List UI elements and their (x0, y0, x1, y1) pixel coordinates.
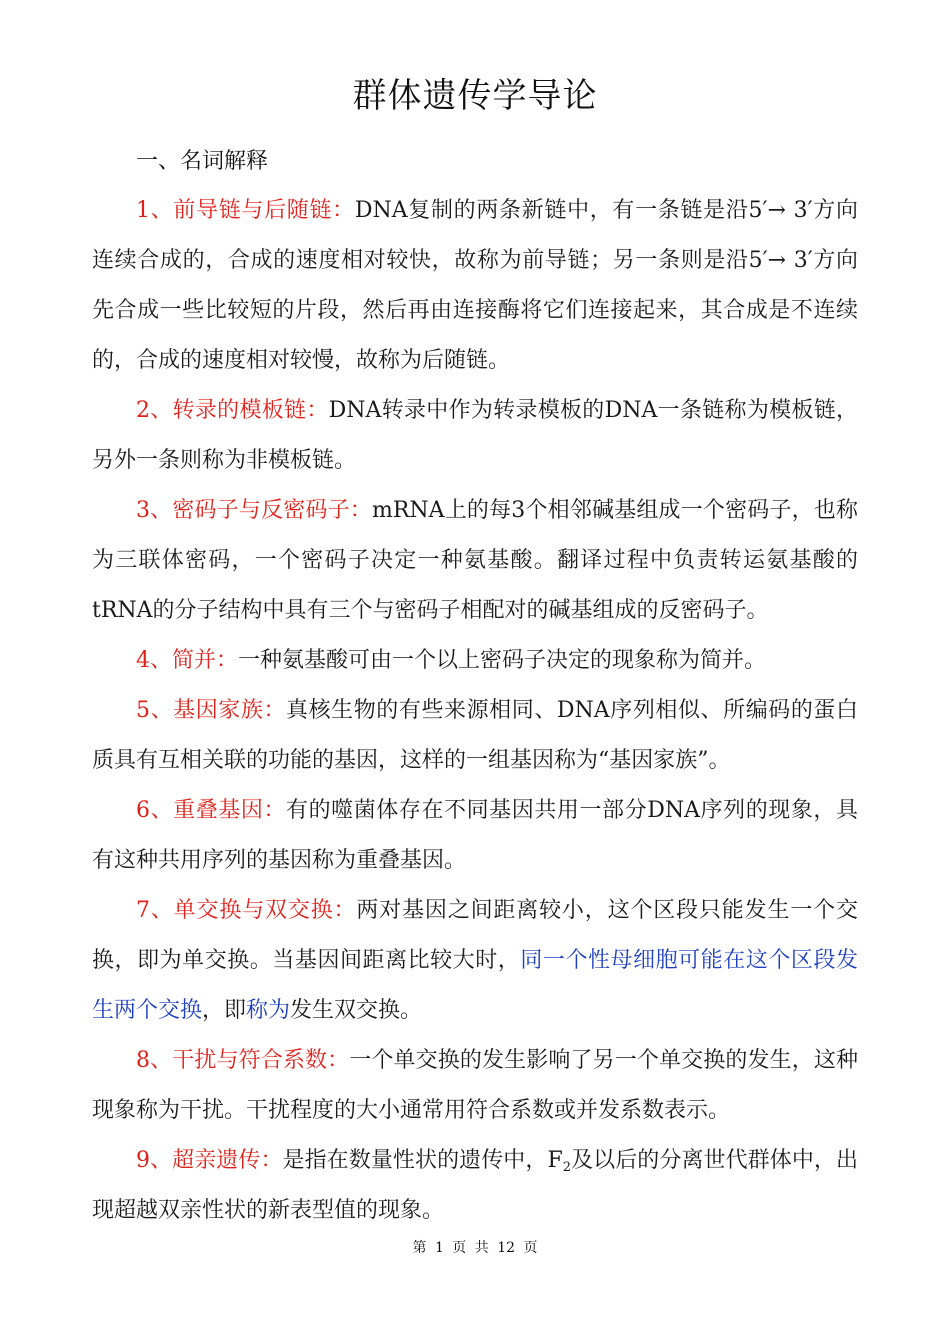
definition-text: 及以后的分离世代群体中，出现超越双亲性状的新表型值的现象。 (92, 1148, 858, 1223)
term-label: 7、单交换与双交换： (136, 898, 357, 923)
subscript: 2 (562, 1160, 571, 1175)
definition-item-1 (92, 186, 858, 386)
definition-item-2 (92, 386, 858, 486)
term-label: 3、密码子与反密码子： (136, 498, 372, 523)
document-title: 群体遗传学导论 (352, 76, 598, 116)
definition-text: mRNA上的每3个相邻碱基组成一个密码子，也称为三联体密码，一个密码子决定一种氨基酸。翻译过程中负责转运氨基酸的tRNA的分子结构中具有三个与密码子相配对的碱基组成的反密码子。 (92, 498, 859, 623)
definition-text: 两对基因之间距离较小，这个区段只能发生一个交换，即为单交换。当基因间距离比较大时， (92, 898, 858, 973)
definition-text: 有的噬菌体存在不同基因共用一部分DNA序列的现象，具有这种共用序列的基因称为重叠基因。 (92, 798, 858, 873)
definition-item-5 (92, 686, 858, 786)
definition-item-9 (92, 1136, 858, 1236)
definition-item-8 (92, 1036, 858, 1136)
definition-text: 一个单交换的发生影响了另一个单交换的发生，这种现象称为干扰。干扰程度的大小通常用符合系数或并发系数表示。 (92, 1048, 858, 1123)
page-footer: 第 1 页 共 12 页 (412, 1240, 538, 1256)
definition-item-7 (92, 886, 858, 1036)
definition-text: 真核生物的有些来源相同、DNA序列相似、所编码的蛋白质具有互相关联的功能的基因，这样的一组基因称为“基因家族”。 (92, 698, 858, 773)
definition-text: 发生双交换。 (290, 998, 423, 1023)
definition-text: ，即 (202, 998, 247, 1023)
term-label: 1、前导链与后随链： (136, 198, 355, 223)
definition-text: 是指在数量性状的遗传中，F (282, 1148, 563, 1173)
term-label: 6、重叠基因： (136, 798, 287, 823)
definition-text: 一种氨基酸可由一个以上密码子决定的现象称为简并。 (238, 648, 767, 673)
definition-item-3 (92, 486, 858, 636)
highlighted-text: 同一个性母细胞可能在这个区段发生两个交换 (92, 948, 858, 1023)
definition-text: DNA复制的两条新链中，有一条链是沿5′→ 3′方向连续合成的，合成的速度相对较快，故称为前导链；另一条则是沿5′→ 3′方向先合成一些比较短的片段，然后再由连接酶将它们连接起来，其合成是不连续的，合成的速度相对较慢，故称为后随链。 (92, 198, 858, 373)
definition-text: DNA转录中作为转录模板的DNA一条链称为模板链，另外一条则称为非模板链。 (92, 398, 858, 473)
section-heading: 一、名词解释 (136, 149, 269, 174)
definition-item-4 (92, 636, 858, 686)
term-label: 8、干扰与符合系数： (136, 1048, 350, 1073)
term-label: 2、转录的模板链： (136, 398, 329, 423)
term-label: 4、简并： (136, 648, 238, 673)
term-label: 5、基因家族： (136, 698, 287, 723)
definition-item-6 (92, 786, 858, 886)
definitions-list (92, 186, 858, 1236)
highlighted-text: 称为 (246, 998, 291, 1023)
term-label: 9、超亲遗传： (136, 1148, 283, 1173)
